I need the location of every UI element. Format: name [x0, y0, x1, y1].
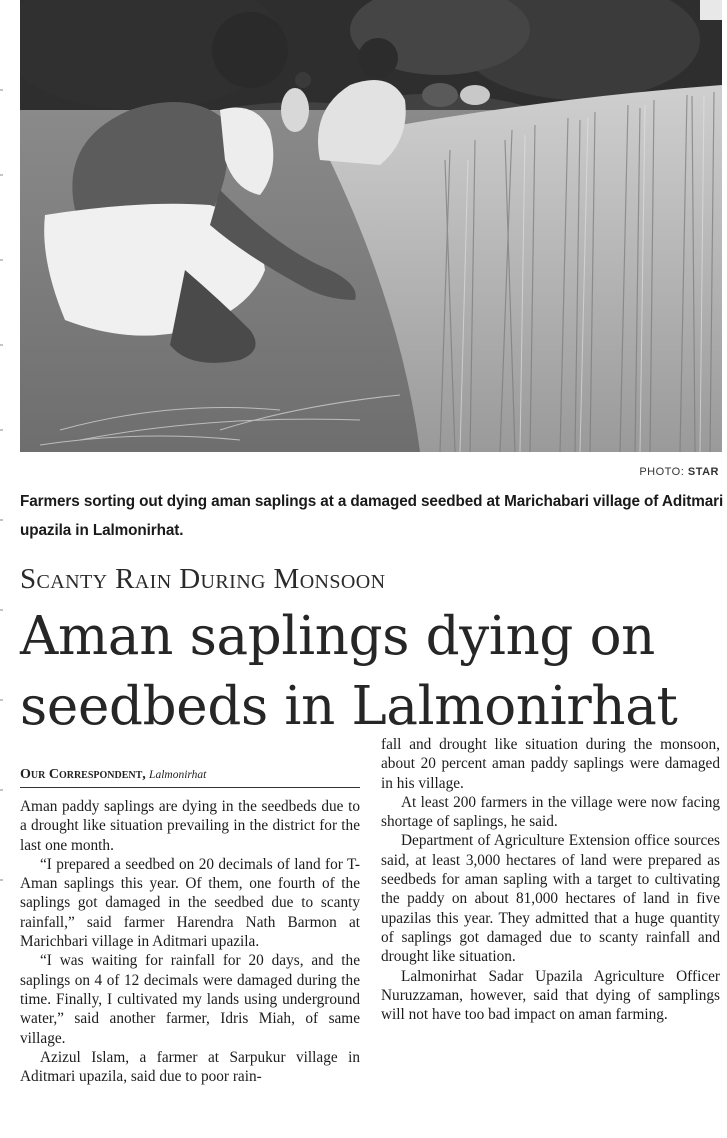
paragraph: Aman paddy saplings are dying in the seedbeds due to a drought like situation prevailing in the district for the last one month. [20, 798, 360, 854]
news-photo-farmers-seedbed [20, 0, 722, 452]
kicker-headline: Scanty Rain During Monsoon [20, 563, 386, 595]
headline-line-2: seedbeds in Lalmonirhat [20, 676, 678, 737]
photo-credit [639, 466, 719, 478]
byline [20, 766, 206, 783]
paragraph: “I prepared a seedbed on 20 decimals of land for T-Aman saplings this year. Of them, one fourth of the saplings got damaged in the seedbed due to scanty rainfall,” said farmer Harendra Nath Barmon at Marichbari village in Aditmari upazila. [20, 855, 360, 951]
headline [20, 602, 725, 742]
article-column-1 [20, 797, 360, 1086]
headline-line-1: Aman saplings dying on [20, 606, 656, 667]
byline-author: Our Correspondent, [20, 767, 146, 782]
paragraph: “I was waiting for rainfall for 20 days, and the saplings on 4 of 12 decimals were damaged during the time. Finally, I cultivated my lands using underground water,” said another farmer, Idris Miah, of same village. [20, 952, 360, 1047]
article-column-2 [381, 735, 720, 1024]
paragraph: fall and drought like situation during the monsoon, about 20 percent aman paddy saplings were damaged in his village. [381, 736, 720, 792]
photo-credit-source: STAR [687, 466, 719, 478]
page-edge-marks [0, 0, 4, 1133]
photo-caption: Farmers sorting out dying aman saplings at a damaged seedbed at Marichabari village of Aditmari upazila in Lalmonirhat. [20, 493, 724, 539]
paragraph: At least 200 farmers in the village were now facing shortage of saplings, he said. [381, 793, 720, 831]
paragraph: Department of Agriculture Extension office sources said, at least 3,000 hectares of land were prepared as seedbeds for aman sapling with a target to cultivating the paddy on about 81,000 hectares of land in five upazilas this year. They admitted that a huge quantity of saplings got damaged due to scanty rainfall and drought like situation. [381, 832, 720, 966]
byline-rule [20, 787, 360, 788]
photo-credit-prefix: PHOTO: [639, 466, 685, 478]
byline-location: Lalmonirhat [149, 769, 207, 781]
paragraph: Lalmonirhat Sadar Upazila Agriculture Officer Nuruzzaman, however, said that dying of samplings will not have too bad impact on aman farming. [381, 967, 720, 1024]
paragraph: Azizul Islam, a farmer at Sarpukur village in Aditmari upazila, said due to poor rain- [20, 1048, 360, 1086]
